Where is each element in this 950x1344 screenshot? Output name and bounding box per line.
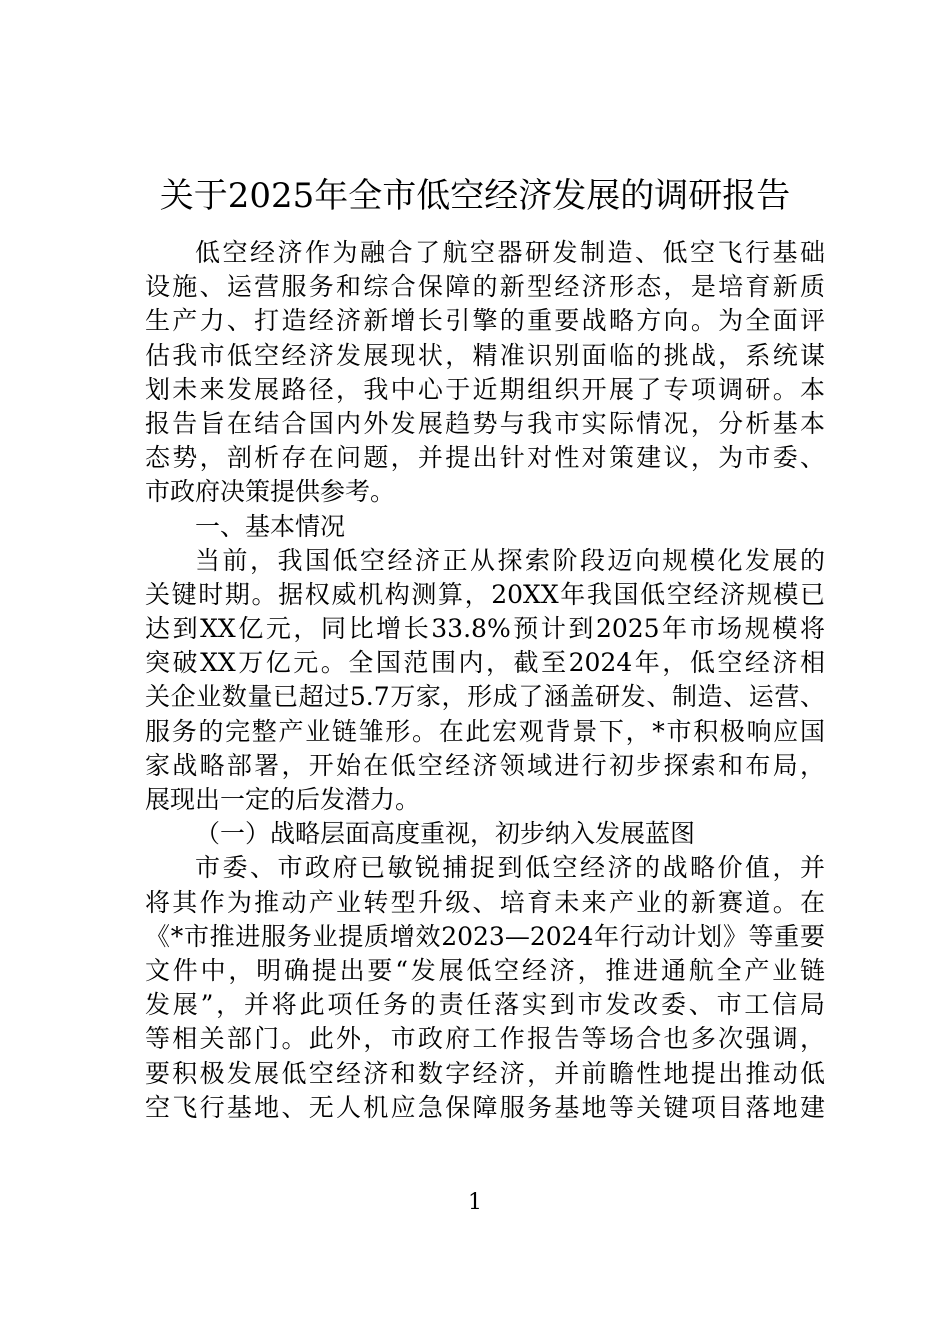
paragraph-line: 展现出一定的后发潜力。 [145,785,421,814]
paragraph-line: 关企业数量已超过5.7万家，形成了涵盖研发、制造、运营、 [145,682,825,712]
paragraph-line: 关键时期。据权威机构测算，20XX年我国低空经济规模已 [145,579,825,609]
paragraph-line: 等相关部门。此外，市政府工作报告等场合也多次强调， [145,1024,825,1054]
paragraph-line: 服务的完整产业链雏形。在此宏观背景下，*市积极响应国 [145,716,825,746]
paragraph-line: 空飞行基地、无人机应急保障服务基地等关键项目落地建 [145,1092,825,1122]
paragraph-line: 文件中，明确提出要“发展低空经济，推进通航全产业链 [145,955,825,985]
paragraph-line: 《*市推进服务业提质增效2023—2024年行动计划》等重要 [145,921,825,951]
section-heading: 一、基本情况 [195,511,346,541]
paragraph-line: 发展”，并将此项任务的责任落实到市发改委、市工信局 [145,990,825,1020]
paragraph-line: 要积极发展低空经济和数字经济，并前瞻性地提出推动低 [145,1058,825,1088]
paragraph-line: 划未来发展路径，我中心于近期组织开展了专项调研。本 [145,374,825,404]
paragraph-line: 报告旨在结合国内外发展趋势与我市实际情况，分析基本 [145,408,825,438]
paragraph-line: 达到XX亿元，同比增长33.8%预计到2025年市场规模将 [145,614,825,644]
paragraph-line: 当前，我国低空经济正从探索阶段迈向规模化发展的 [195,545,825,575]
page-number: 1 [468,1190,482,1215]
document-title: 关于2025年全市低空经济发展的调研报告 [159,176,791,216]
paragraph-line: 态势，剖析存在问题，并提出针对性对策建议，为市委、 [145,443,825,473]
subsection-heading: （一）战略层面高度重视，初步纳入发展蓝图 [195,819,696,849]
paragraph-line: 将其作为推动产业转型升级、培育未来产业的新赛道。在 [145,887,825,917]
paragraph-line: 低空经济作为融合了航空器研发制造、低空飞行基础 [195,238,825,267]
paragraph-line: 设施、运营服务和综合保障的新型经济形态，是培育新质 [145,272,825,302]
document-body [145,236,825,1125]
paragraph-line: 生产力、打造经济新增长引擎的重要战略方向。为全面评 [145,306,825,336]
paragraph-line: 市政府决策提供参考。 [145,477,396,507]
paragraph-line: 突破XX万亿元。全国范围内，截至2024年，低空经济相 [145,648,825,678]
paragraph-line: 家战略部署，开始在低空经济领域进行初步探索和布局， [145,750,825,780]
paragraph-line: 估我市低空经济发展现状，精准识别面临的挑战，系统谋 [145,340,825,370]
paragraph-line: 市委、市政府已敏锐捕捉到低空经济的战略价值，并 [195,853,825,883]
